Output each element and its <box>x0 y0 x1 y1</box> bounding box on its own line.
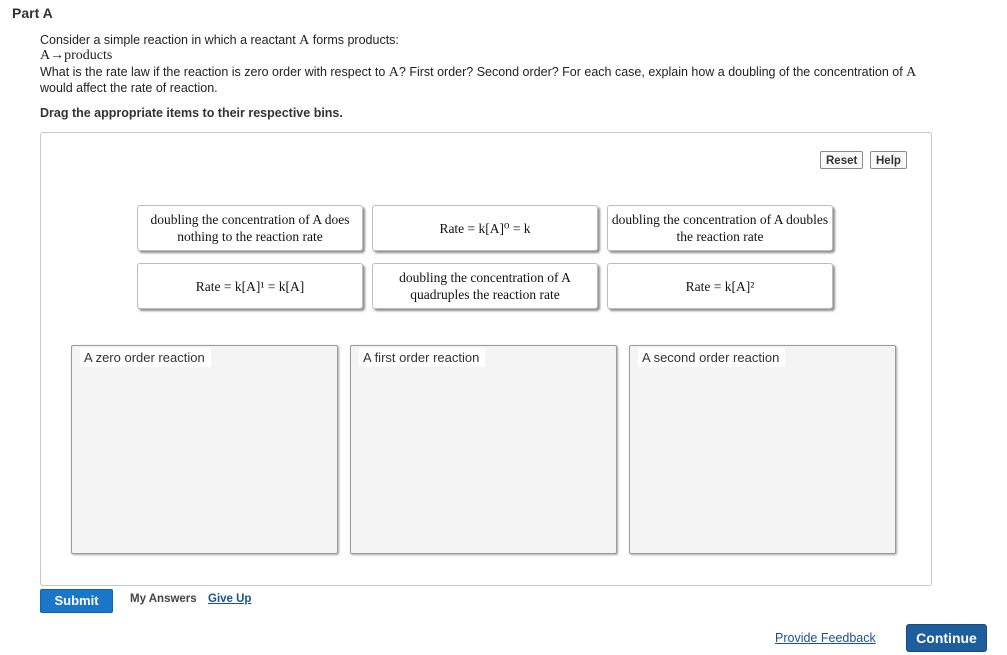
question-intro-pre: Consider a simple reaction in which a reactant <box>40 33 300 47</box>
reset-button[interactable]: Reset <box>820 151 863 169</box>
question-line2 <box>40 65 960 80</box>
question-line3: would affect the rate of reaction. <box>40 81 218 95</box>
bin-second-order-label: A second order reaction <box>638 348 785 367</box>
bin-second-order[interactable] <box>629 345 896 554</box>
reaction-equation: A→products <box>40 48 113 63</box>
card-doubles[interactable]: doubling the concentration of A doubles the reaction rate <box>607 205 833 251</box>
drag-drop-panel <box>40 132 932 586</box>
question-line2-var2: A <box>906 65 917 80</box>
question-intro <box>40 33 960 48</box>
submit-button[interactable]: Submit <box>40 589 113 613</box>
part-title: Part A <box>12 5 53 21</box>
bin-first-order[interactable] <box>350 345 617 554</box>
card-rate-zero-order[interactable]: Rate = k[A]⁰ = k <box>372 205 598 251</box>
provide-feedback-link[interactable]: Provide Feedback <box>775 631 876 645</box>
question-intro-post: forms products: <box>309 33 399 47</box>
question-line2-var: A <box>388 65 399 80</box>
continue-button[interactable]: Continue <box>906 624 987 652</box>
bin-zero-order[interactable] <box>71 345 338 554</box>
question-line2-pre: What is the rate law if the reaction is zero order with respect to <box>40 65 389 79</box>
my-answers-label: My Answers <box>130 593 197 605</box>
card-rate-second-order[interactable]: Rate = k[A]² <box>607 263 833 309</box>
bin-first-order-label: A first order reaction <box>359 348 485 367</box>
card-rate-first-order[interactable]: Rate = k[A]¹ = k[A] <box>137 263 363 309</box>
card-quadruples[interactable]: doubling the concentration of A quadruples the reaction rate <box>372 263 598 309</box>
bin-zero-order-label: A zero order reaction <box>80 348 211 367</box>
drag-instruction: Drag the appropriate items to their respective bins. <box>40 106 343 120</box>
give-up-link[interactable]: Give Up <box>208 593 252 605</box>
question-reactant: A <box>299 33 310 48</box>
help-button[interactable]: Help <box>870 151 907 169</box>
card-does-nothing[interactable]: doubling the concentration of A does nothing to the reaction rate <box>137 205 363 251</box>
question-line2-mid: ? First order? Second order? For each case, explain how a doubling of the concentration of <box>398 65 907 79</box>
